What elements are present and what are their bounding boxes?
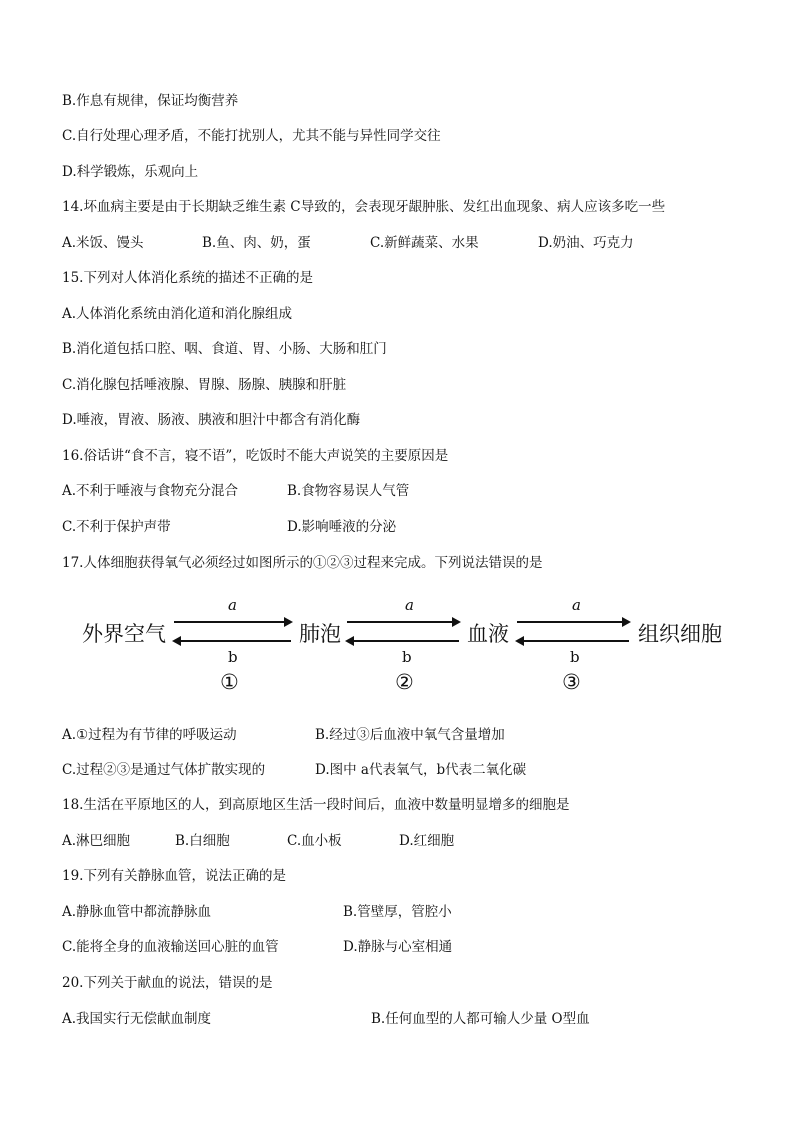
q20-option-a: A.我国实行无偿献血制度 bbox=[62, 1011, 212, 1027]
arrow-b-2 bbox=[347, 640, 459, 642]
q18-option-a: A.淋巴细胞 bbox=[62, 833, 131, 849]
q15-option-b: B.消化道包括口腔、咽、食道、胃、小肠、大肠和肛门 bbox=[62, 341, 387, 357]
q15-option-c: C.消化腺包括唾液腺、胃腺、肠腺、胰腺和肝脏 bbox=[62, 377, 347, 393]
question-16: 16.俗话讲“食不言，寝不语”，吃饭时不能大声说笑的主要原因是 bbox=[62, 448, 449, 464]
q18-option-c: C.血小板 bbox=[287, 833, 342, 849]
diagram-node-blood: 血液 bbox=[467, 622, 509, 646]
label-a-2: a bbox=[405, 596, 414, 614]
gas-exchange-diagram bbox=[62, 590, 732, 700]
label-a-3: a bbox=[572, 596, 581, 614]
label-b-1: b bbox=[228, 648, 238, 666]
step-marker-1: ① bbox=[220, 670, 239, 694]
q15-option-a: A.人体消化系统由消化道和消化腺组成 bbox=[62, 306, 293, 322]
q15-option-d: D.唾液，胃液、肠液、胰液和胆汁中都含有消化酶 bbox=[62, 412, 361, 428]
line-c-option: C.自行处理心理矛盾，不能打扰别人，尤其不能与异性同学交往 bbox=[62, 128, 441, 144]
label-b-3: b bbox=[570, 648, 580, 666]
q19-option-d: D.静脉与心室相通 bbox=[343, 939, 453, 955]
arrow-b-1 bbox=[174, 640, 291, 642]
q19-option-c: C.能将全身的血液输送回心脏的血管 bbox=[62, 939, 279, 955]
diagram-node-outside-air: 外界空气 bbox=[82, 622, 166, 646]
q19-option-b: B.管壁厚，管腔小 bbox=[343, 904, 452, 920]
step-marker-3: ③ bbox=[562, 670, 581, 694]
q16-option-a: A.不利于唾液与食物充分混合 bbox=[62, 483, 239, 499]
line-d-option: D.科学锻炼，乐观向上 bbox=[62, 164, 199, 180]
question-19: 19.下列有关静脉血管，说法正确的是 bbox=[62, 868, 286, 884]
q18-option-b: B.白细胞 bbox=[175, 833, 230, 849]
question-18: 18.生活在平原地区的人，到高原地区生活一段时间后，血液中数量明显增多的细胞是 bbox=[62, 797, 570, 813]
q17-option-c: C.过程②③是通过气体扩散实现的 bbox=[62, 762, 266, 778]
label-b-2: b bbox=[402, 648, 412, 666]
arrow-b-3 bbox=[517, 640, 629, 642]
q16-option-b: B.食物容易误人气管 bbox=[287, 483, 410, 499]
diagram-node-tissue-cells: 组织细胞 bbox=[638, 622, 722, 646]
arrow-a-1 bbox=[174, 621, 291, 623]
line-b-option: B.作息有规律，保证均衡营养 bbox=[62, 93, 239, 109]
q14-option-a: A.米饭、馒头 bbox=[62, 235, 144, 251]
q14-option-b: B.鱼、肉、奶，蛋 bbox=[202, 235, 311, 251]
question-14: 14.坏血病主要是由于长期缺乏维生素 C导致的，会表现牙龈肿胀、发红出血现象、病人应该多吃一些 bbox=[62, 199, 666, 215]
q17-option-a: A.①过程为有节律的呼吸运动 bbox=[62, 727, 237, 743]
question-20: 20.下列关于献血的说法，错误的是 bbox=[62, 975, 273, 991]
q17-option-b: B.经过③后血液中氧气含量增加 bbox=[315, 727, 505, 743]
arrow-a-2 bbox=[347, 621, 459, 623]
q19-option-a: A.静脉血管中都流静脉血 bbox=[62, 904, 212, 920]
q16-option-c: C.不利于保护声带 bbox=[62, 519, 171, 535]
question-17: 17.人体细胞获得氧气必须经过如图所示的①②③过程来完成。下列说法错误的是 bbox=[62, 555, 543, 571]
q20-option-b: B.任何血型的人都可输人少量 O型血 bbox=[371, 1011, 590, 1027]
q16-option-d: D.影响唾液的分泌 bbox=[287, 519, 397, 535]
q14-option-c: C.新鲜蔬菜、水果 bbox=[370, 235, 479, 251]
arrow-a-3 bbox=[517, 621, 629, 623]
diagram-node-alveoli: 肺泡 bbox=[299, 622, 341, 646]
q14-option-d: D.奶油、巧克力 bbox=[538, 235, 634, 251]
label-a-1: a bbox=[228, 596, 237, 614]
q17-option-d: D.图中 a代表氧气，b代表二氧化碳 bbox=[315, 762, 527, 778]
step-marker-2: ② bbox=[395, 670, 414, 694]
question-15: 15.下列对人体消化系统的描述不正确的是 bbox=[62, 270, 313, 286]
q18-option-d: D.红细胞 bbox=[399, 833, 455, 849]
